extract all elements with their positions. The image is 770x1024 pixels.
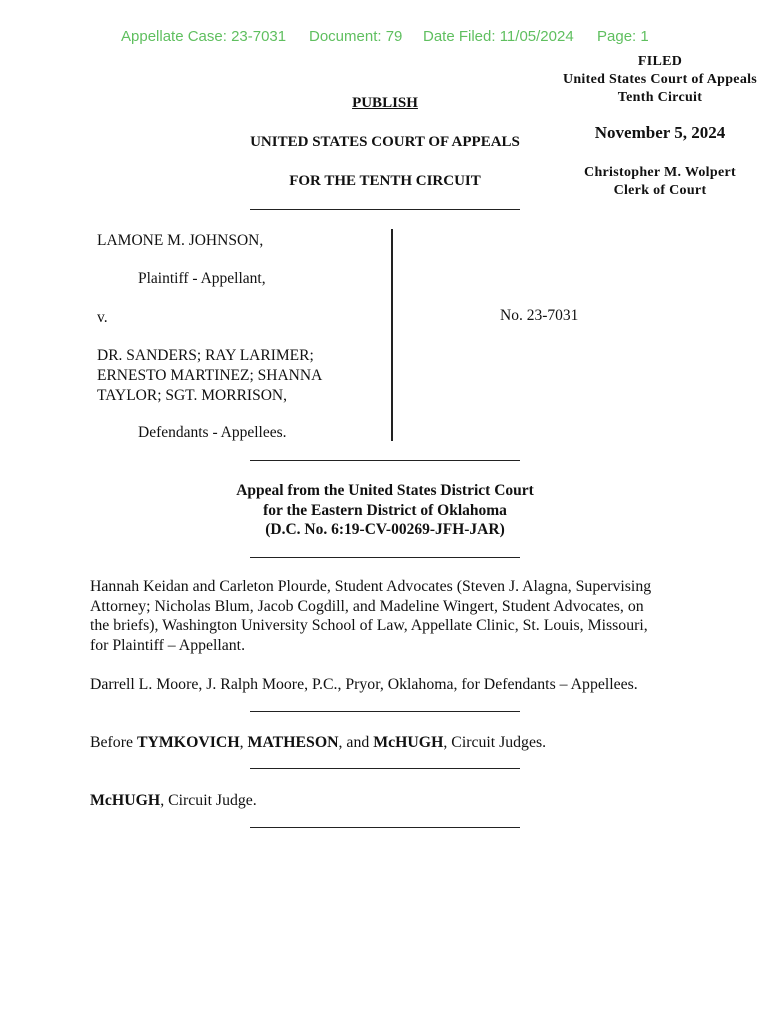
- judge-name: MATHESON: [247, 734, 339, 751]
- defendants-names: [97, 346, 322, 406]
- clerk-block: [552, 164, 768, 200]
- author-suffix: , Circuit Judge.: [160, 792, 257, 809]
- divider: [250, 460, 520, 461]
- stamp-case: Appellate Case: 23-7031: [121, 28, 287, 45]
- case-number: No. 23-7031: [500, 307, 579, 324]
- stamp-date-filed: Date Filed: 11/05/2024: [423, 28, 574, 45]
- panel-before: Before: [90, 734, 137, 751]
- filed-court: United States Court of Appeals: [562, 72, 758, 87]
- counsel-line: the briefs), Washington University School of Law, Appellate Clinic, St. Louis, Missouri,: [90, 617, 648, 635]
- counsel-line: for Plaintiff – Appellant.: [90, 636, 246, 654]
- counsel-line: Hannah Keidan and Carleton Plourde, Student Advocates (Steven J. Alagna, Supervising: [90, 578, 652, 595]
- appeal-line: Appeal from the United States District Court: [236, 482, 534, 499]
- defendants-line: DR. SANDERS; RAY LARIMER;: [97, 347, 314, 364]
- publish-heading: PUBLISH: [352, 95, 418, 111]
- appellee-counsel: Darrell L. Moore, J. Ralph Moore, P.C., Pryor, Oklahoma, for Defendants – Appellees.: [90, 676, 638, 693]
- clerk-name: Christopher M. Wolpert: [584, 165, 736, 180]
- versus: v.: [97, 309, 108, 326]
- court-heading: UNITED STATES COURT OF APPEALS: [250, 134, 520, 150]
- filed-date: November 5, 2024: [594, 123, 726, 142]
- panel-sep: ,: [239, 734, 248, 751]
- author-line: [90, 791, 690, 811]
- counsel-line: Attorney; Nicholas Blum, Jacob Cogdill, and Madeline Wingert, Student Advocates, on: [90, 597, 644, 615]
- stamp-page: Page: 1: [597, 28, 649, 45]
- caption-divider: [391, 229, 393, 441]
- plaintiff-name: LAMONE M. JOHNSON,: [97, 232, 264, 249]
- panel-sep: , and: [338, 734, 374, 751]
- appeal-line: for the Eastern District of Oklahoma: [263, 501, 507, 519]
- divider: [250, 768, 520, 769]
- judge-name: McHUGH: [373, 734, 444, 751]
- defendants-role: Defendants - Appellees.: [138, 424, 287, 441]
- divider: [250, 557, 520, 558]
- judge-name: TYMKOVICH: [136, 734, 240, 751]
- panel-suffix: , Circuit Judges.: [443, 734, 547, 751]
- divider: [250, 711, 520, 712]
- panel-line: [90, 733, 690, 753]
- defendants-line: ERNESTO MARTINEZ; SHANNA: [97, 367, 323, 384]
- author-name: McHUGH: [90, 792, 161, 809]
- stamp-document: Document: 79: [309, 28, 403, 45]
- appeal-block: [200, 481, 570, 540]
- defendants-line: TAYLOR; SGT. MORRISON,: [97, 387, 287, 404]
- clerk-title: Clerk of Court: [613, 183, 707, 198]
- appellant-counsel: [90, 577, 690, 655]
- appeal-line: (D.C. No. 6:19-CV-00269-JFH-JAR): [265, 521, 505, 538]
- plaintiff-role: Plaintiff - Appellant,: [138, 270, 266, 287]
- divider: [250, 827, 520, 828]
- filed-block: [552, 53, 768, 107]
- filed-label: FILED: [637, 54, 683, 69]
- divider: [250, 209, 520, 210]
- circuit-heading: FOR THE TENTH CIRCUIT: [289, 173, 481, 189]
- filed-circuit: Tenth Circuit: [617, 90, 703, 105]
